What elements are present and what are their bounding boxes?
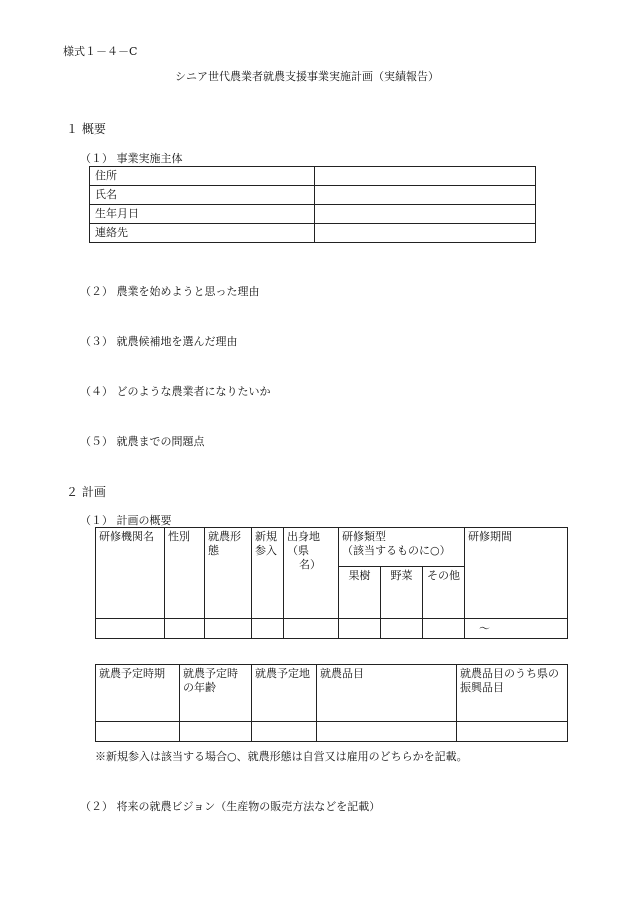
schedule-value[interactable]	[96, 722, 180, 742]
origin-value[interactable]	[284, 619, 339, 639]
table-row	[90, 205, 536, 224]
section-1-sub-3: （３） 就農候補地を選んだ理由	[80, 335, 238, 348]
promoted-item-header: 就農品目のうち県の 振興品目	[457, 665, 568, 722]
schedule-header: 就農予定時期	[96, 665, 180, 722]
plan-overview-table	[95, 527, 568, 639]
vegetable-value[interactable]	[381, 619, 423, 639]
note: ※新規参入は該当する場合○、就農形態は自営又は雇用のどちらかを記載。	[95, 750, 468, 763]
vegetable-subheader: 野菜	[381, 567, 423, 619]
address-label: 住所	[90, 167, 315, 186]
address-value[interactable]	[315, 167, 536, 186]
promoted-item-value[interactable]	[457, 722, 568, 742]
gender-header: 性別	[165, 528, 205, 619]
other-subheader: その他	[423, 567, 465, 619]
table-row	[90, 186, 536, 205]
table-row	[90, 167, 536, 186]
form-id: 様式１－４－C	[63, 45, 138, 58]
section-1-heading: １ 概要	[66, 122, 106, 136]
item-value[interactable]	[317, 722, 457, 742]
farming-form-value[interactable]	[205, 619, 252, 639]
section-1-sub-1: （１） 事業実施主体	[80, 152, 183, 165]
applicant-info-table	[89, 166, 536, 243]
table-row	[96, 528, 568, 567]
new-entry-header: 新規 参入	[252, 528, 284, 619]
contact-value[interactable]	[315, 224, 536, 243]
name-value[interactable]	[315, 186, 536, 205]
section-2-heading: ２ 計画	[66, 485, 106, 499]
section-1-sub-4: （４） どのような農業者になりたいか	[80, 385, 271, 398]
training-org-value[interactable]	[96, 619, 165, 639]
section-1-sub-5: （５） 就農までの問題点	[80, 435, 205, 448]
table-row	[96, 619, 568, 639]
origin-header: 出身地（県 名）	[284, 528, 339, 619]
table-row	[96, 665, 568, 722]
training-org-header: 研修機関名	[96, 528, 165, 619]
age-value[interactable]	[180, 722, 252, 742]
gender-value[interactable]	[165, 619, 205, 639]
birthdate-label: 生年月日	[90, 205, 315, 224]
birthdate-value[interactable]	[315, 205, 536, 224]
contact-label: 連絡先	[90, 224, 315, 243]
training-period-value[interactable]: ～	[465, 619, 568, 639]
item-header: 就農品目	[317, 665, 457, 722]
fruit-value[interactable]	[339, 619, 381, 639]
training-type-header: 研修類型 （該当するものに○）	[339, 528, 465, 567]
fruit-subheader: 果樹	[339, 567, 381, 619]
name-label: 氏名	[90, 186, 315, 205]
table-row	[96, 722, 568, 742]
farming-plan-table	[95, 664, 568, 742]
section-2-sub-2: （２） 将来の就農ビジョン（生産物の販売方法などを記載）	[80, 800, 381, 813]
place-value[interactable]	[252, 722, 317, 742]
section-2-sub-1: （１） 計画の概要	[80, 514, 172, 527]
place-header: 就農予定地	[252, 665, 317, 722]
farming-form-header: 就農形態	[205, 528, 252, 619]
new-entry-value[interactable]	[252, 619, 284, 639]
document-title: シニア世代農業者就農支援事業実施計画（実績報告）	[175, 70, 439, 83]
training-period-header: 研修期間	[465, 528, 568, 619]
table-row	[90, 224, 536, 243]
other-value[interactable]	[423, 619, 465, 639]
section-1-sub-2: （２） 農業を始めようと思った理由	[80, 285, 260, 298]
age-header: 就農予定時 の年齢	[180, 665, 252, 722]
